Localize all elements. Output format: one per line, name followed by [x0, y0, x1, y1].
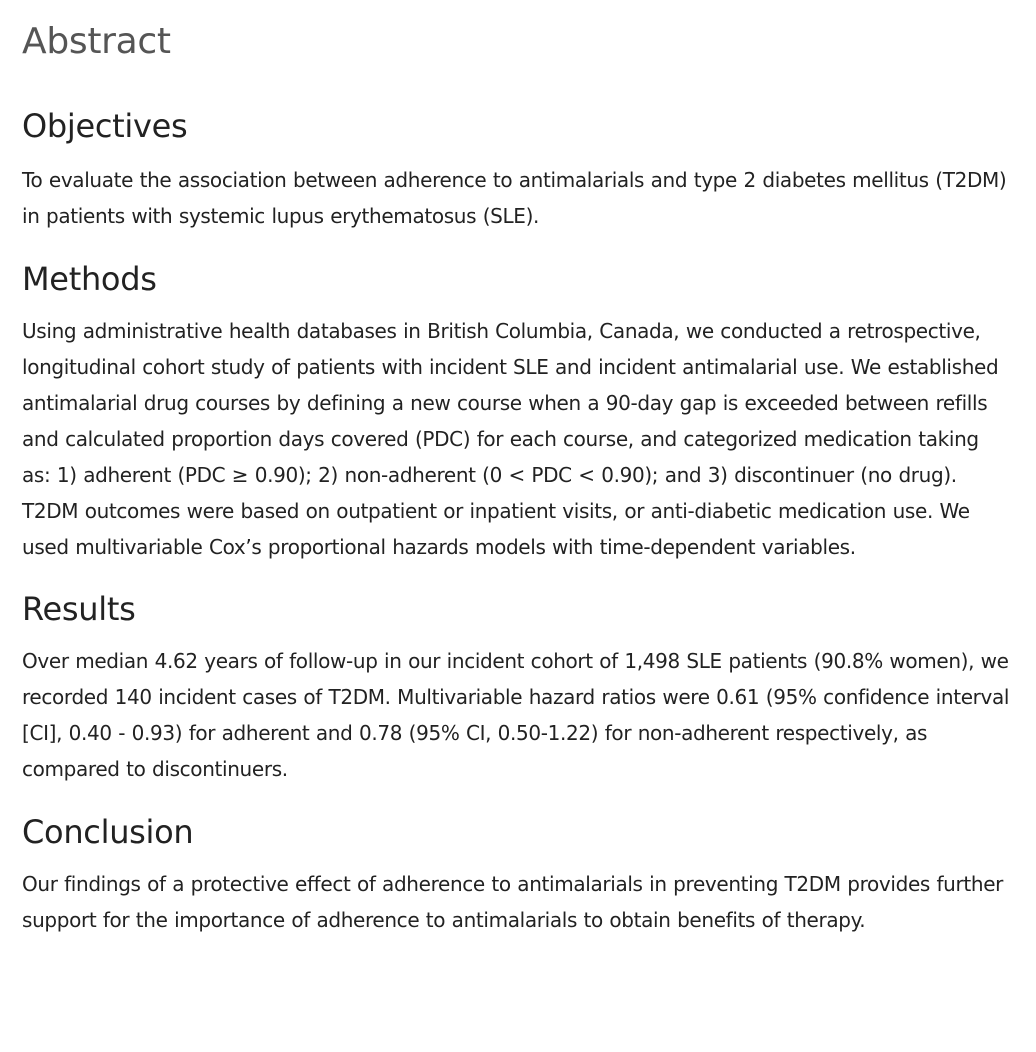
section-body-methods: Using administrative health databases in British Columbia, Canada, we conducted a retrospective, longitudinal cohort study of patients with incident SLE and incident antimalarial use. We established antimalarial drug courses by defining a new course when a 90-day gap is exceeded between refills and calculated proportion days covered (PDC) for each course, and categorized medication taking as: 1) adherent (PDC ≥ 0.90); 2) non-adherent (0 < PDC < 0.90); and 3) discontinuer (no drug). T2DM outcomes were based on outpatient or inpatient visits, or anti-diabetic medication use. We used multivariable Cox’s proportional hazards models with time-dependent variables. [22, 319, 999, 559]
abstract [22, 0, 1012, 938]
section-heading-objectives: Objectives [22, 107, 188, 145]
section-heading-conclusion: Conclusion [22, 813, 194, 851]
section-results [22, 589, 1012, 787]
section-heading-results: Results [22, 590, 136, 628]
section-body-objectives: To evaluate the association between adherence to antimalarials and type 2 diabetes mellitus (T2DM) in patients with systemic lupus erythematosus (SLE). [22, 168, 1007, 228]
section-conclusion [22, 812, 1012, 938]
section-body-results: Over median 4.62 years of follow-up in our incident cohort of 1,498 SLE patients (90.8% women), we recorded 140 incident cases of T2DM. Multivariable hazard ratios were 0.61 (95% confidence interval [CI], 0.40 - 0.93) for adherent and 0.78 (95% CI, 0.50-1.22) for non-adherent respectively, as compared to discontinuers. [22, 649, 1010, 781]
abstract-title: Abstract [22, 21, 171, 62]
section-methods [22, 259, 1012, 565]
section-objectives [22, 106, 1012, 234]
section-body-conclusion: Our findings of a protective effect of adherence to antimalarials in preventing T2DM provides further support for the importance of adherence to antimalarials to obtain benefits of therapy. [22, 872, 1004, 932]
section-heading-methods: Methods [22, 260, 157, 298]
